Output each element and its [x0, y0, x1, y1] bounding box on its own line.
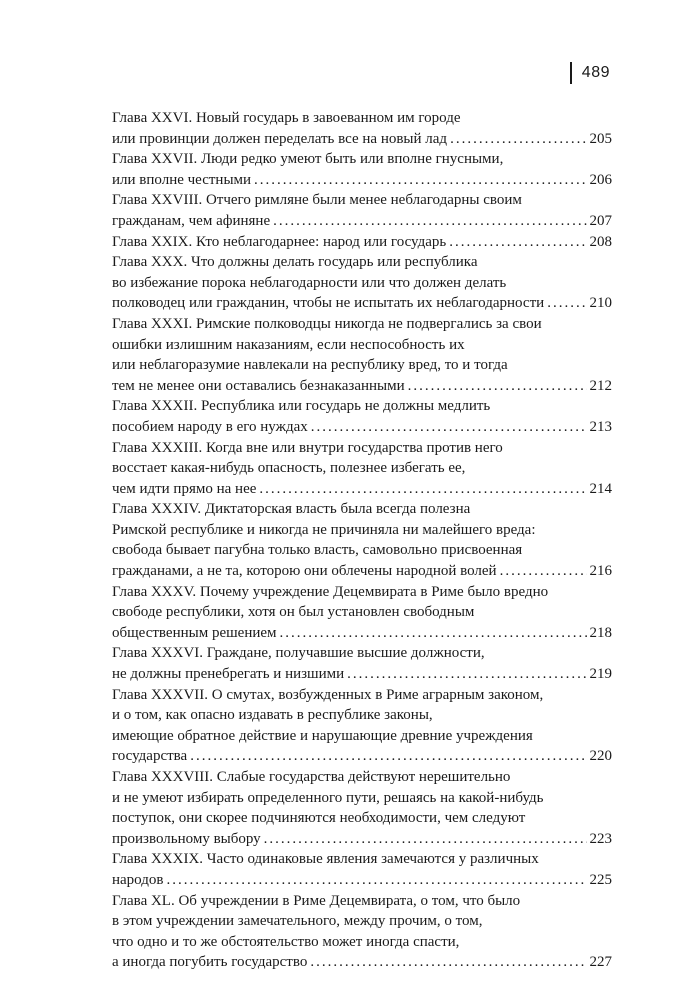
dot-leader: [254, 170, 586, 191]
toc-entry: [112, 582, 612, 644]
toc-entry-text: гражданами, а не та, которою они облечены народной волей: [112, 563, 497, 580]
toc-entry-line: и о том, как опасно издавать в республике законы,: [112, 707, 433, 724]
toc-entry: [112, 438, 612, 500]
toc-entry-text: пособием народу в его нуждах: [112, 418, 308, 435]
toc-entry-last-line: [112, 746, 612, 767]
toc-page-number: 219: [589, 666, 612, 683]
toc-entry-text: а иногда погубить государство: [112, 954, 308, 971]
toc-entry-text: тем не менее они оставались безнаказанными: [112, 377, 405, 394]
toc-page-number: 208: [589, 233, 612, 250]
toc-entry-last-line: [112, 293, 612, 314]
toc-entry-text: государства: [112, 748, 188, 765]
toc-entry: [112, 252, 612, 314]
toc-entry: [112, 685, 612, 767]
dot-leader: [547, 293, 586, 314]
toc-entry-text: не должны пренебрегать и низшими: [112, 666, 345, 683]
dot-leader: [310, 952, 586, 973]
dot-leader: [347, 664, 586, 685]
toc-entry-line: Глава XXXV. Почему учреждение Децемвирата в Риме было вредно: [112, 583, 549, 600]
toc-page-number: 218: [589, 624, 612, 641]
toc-entry: [112, 108, 612, 149]
toc-entry-line: Глава XXXIII. Когда вне или внутри государства против него: [112, 439, 503, 456]
toc-entry: [112, 849, 612, 890]
toc-entry: [112, 643, 612, 684]
toc-page-number: 227: [589, 954, 612, 971]
page-header: [570, 62, 610, 84]
toc-entry-line: Глава XXXVIII. Слабые государства действуют нерешительно: [112, 769, 511, 785]
toc-entry-line: или неблагоразумие навлекали на республику вред, то и тогда: [112, 357, 508, 374]
toc-page-number: 212: [589, 377, 612, 394]
page-number: 489: [581, 64, 610, 81]
toc-entry-line: в этом учреждении замечательного, между прочим, о том,: [112, 913, 483, 930]
toc-entry: [112, 767, 612, 849]
toc-entry-line: Глава XXXII. Республика или государь не должны медлить: [112, 398, 491, 415]
toc-entry-last-line: [112, 376, 612, 397]
toc-page-number: 206: [589, 171, 612, 188]
toc-entry-text: народов: [112, 871, 164, 888]
toc-page-number: 223: [589, 830, 612, 847]
toc-entry-last-line: [112, 129, 612, 150]
toc-entry: [112, 149, 612, 190]
toc-entry-last-line: [112, 479, 612, 500]
toc-entry-last-line: [112, 561, 612, 582]
dot-leader: [450, 129, 586, 150]
toc-entry-last-line: [112, 870, 612, 891]
toc-page-number: 213: [589, 418, 612, 435]
dot-leader: [273, 211, 586, 232]
toc-entry-text: гражданам, чем афиняне: [112, 212, 271, 229]
toc-entry-line: восстает какая-нибудь опасность, полезнее избегать ее,: [112, 460, 466, 477]
dot-leader: [311, 417, 587, 438]
toc-entry-line: имеющие обратное действие и нарушающие древние учреждения: [112, 727, 533, 744]
dot-leader: [280, 623, 587, 644]
toc-entry: [112, 190, 612, 231]
toc-entry-line: поступок, они скорее подчиняются необходимости, чем следуют: [112, 810, 526, 827]
toc-entry: [112, 232, 612, 253]
toc-entry-last-line: [112, 232, 612, 253]
toc-entry-last-line: [112, 417, 612, 438]
toc-page-number: 216: [589, 563, 612, 580]
toc-entry-text: или вполне честными: [112, 171, 252, 188]
toc-entry-text: Глава XXIX. Кто неблагодарнее: народ или государь: [112, 233, 447, 250]
toc-entry-last-line: [112, 170, 612, 191]
dot-leader: [166, 870, 586, 891]
toc-entry-line: Глава XXXI. Римские полководцы никогда не подвергались за свои: [112, 315, 542, 332]
toc-entry-text: общественным решением: [112, 624, 277, 641]
toc-entry-line: Глава XXVII. Люди редко умеют быть или вполне гнусными,: [112, 151, 504, 168]
dot-leader: [449, 232, 586, 253]
toc-entry-text: или провинции должен переделать все на новый лад: [112, 130, 448, 147]
toc-entry: [112, 499, 612, 581]
toc-entry-line: Глава XXXIV. Диктаторская власть была всегда полезна: [112, 501, 471, 518]
toc-page-number: 225: [589, 871, 612, 888]
toc-entry-line: Глава XL. Об учреждении в Риме Децемвирата, о том, что было: [112, 892, 521, 909]
toc-entry-last-line: [112, 664, 612, 685]
dot-leader: [500, 561, 587, 582]
toc-entry-last-line: [112, 829, 612, 850]
toc-entry-line: Глава XXVI. Новый государь в завоеванном им городе: [112, 110, 461, 126]
toc-entry: [112, 314, 612, 396]
dot-leader: [264, 829, 587, 850]
toc-entry: [112, 891, 612, 973]
toc-page-number: 214: [589, 480, 612, 497]
table-of-contents: [112, 108, 612, 973]
toc-entry-line: ошибки излишним наказаниям, если неспособность их: [112, 336, 465, 353]
toc-entry-line: Глава XXXVII. О смутах, возбужденных в Риме аграрным законом,: [112, 686, 544, 703]
dot-leader: [190, 746, 586, 767]
toc-page-number: 210: [589, 295, 612, 312]
toc-entry-line: во избежание порока неблагодарности или что должен делать: [112, 274, 507, 291]
toc-entry-line: свободе республики, хотя он был установлен свободным: [112, 604, 475, 621]
dot-leader: [408, 376, 587, 397]
toc-entry-last-line: [112, 952, 612, 973]
toc-entry-last-line: [112, 211, 612, 232]
toc-entry-line: свобода бывает пагубна только власть, самовольно присвоенная: [112, 542, 523, 559]
toc-entry-last-line: [112, 623, 612, 644]
toc-page-number: 220: [589, 748, 612, 765]
toc-entry: [112, 396, 612, 437]
header-rule: [570, 62, 572, 84]
toc-entry-line: Глава XXVIII. Отчего римляне были менее неблагодарны своим: [112, 192, 522, 209]
toc-entry-line: Римской республике и никогда не причиняла ни малейшего вреда:: [112, 521, 536, 538]
toc-page-number: 205: [589, 130, 612, 147]
toc-entry-line: Глава XXX. Что должны делать государь или республика: [112, 254, 478, 271]
toc-entry-line: и не умеют избирать определенного пути, решаясь на какой-нибудь: [112, 789, 544, 806]
toc-entry-text: произвольному выбору: [112, 830, 261, 847]
toc-entry-line: Глава XXXVI. Граждане, получавшие высшие должности,: [112, 645, 485, 662]
toc-page-number: 207: [589, 212, 612, 229]
dot-leader: [259, 479, 586, 500]
toc-entry-line: что одно и то же обстоятельство может иногда спасти,: [112, 933, 460, 950]
toc-entry-text: полководец или гражданин, чтобы не испытать их неблагодарности: [112, 295, 545, 312]
toc-entry-text: чем идти прямо на нее: [112, 480, 257, 497]
toc-entry-line: Глава XXXIX. Часто одинаковые явления замечаются у различных: [112, 851, 539, 868]
